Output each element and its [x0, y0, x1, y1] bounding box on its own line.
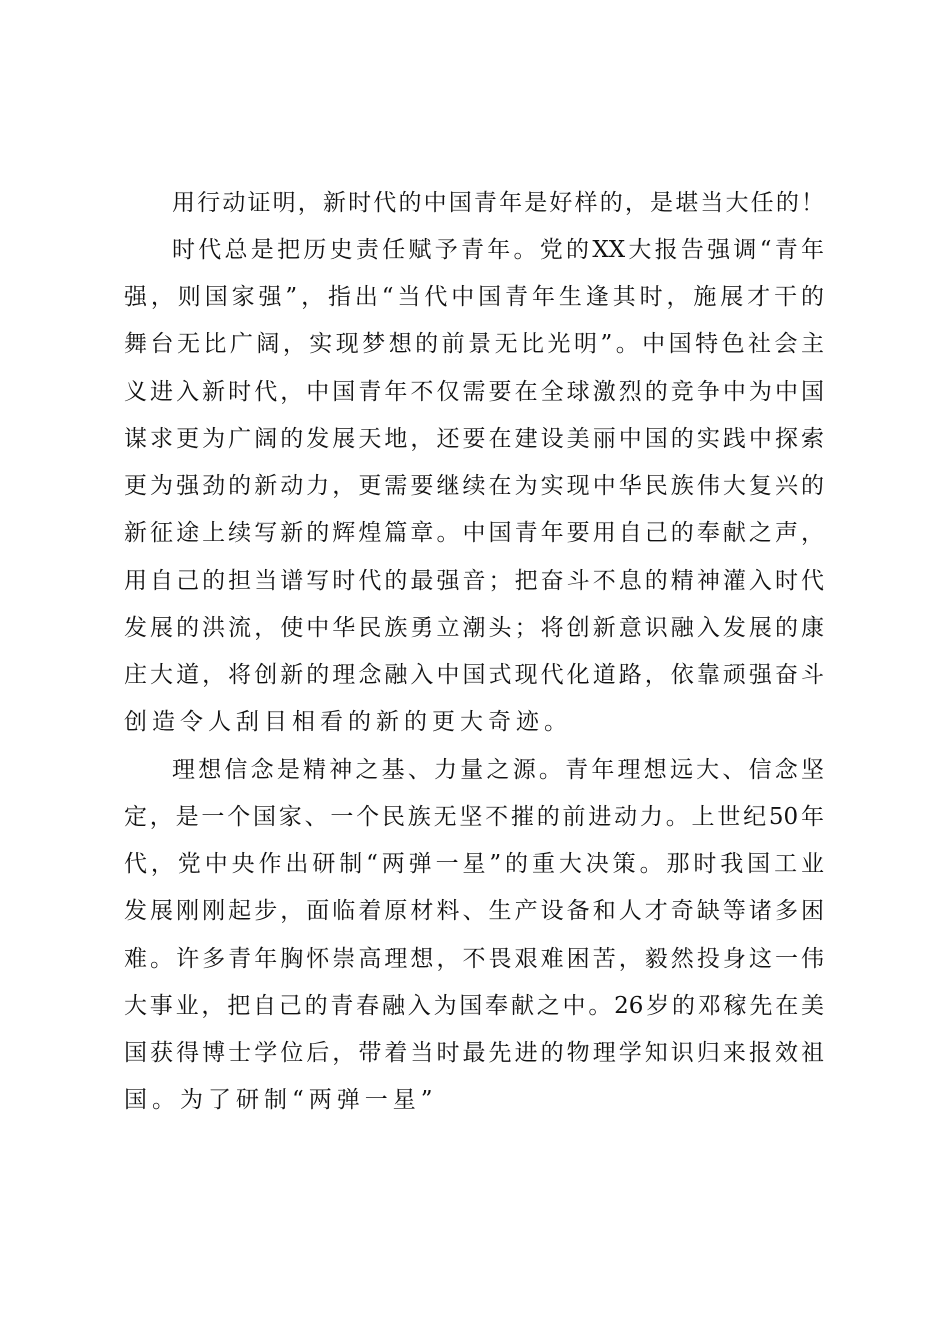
paragraph-line: 强，则国家强”，指出“当代中国青年生逢其时，施展才干的 [124, 284, 824, 310]
paragraph-line: 庄大道，将创新的理念融入中国式现代化道路，依靠顽强奋斗 [124, 662, 824, 688]
paragraph-line: 义进入新时代，中国青年不仅需要在全球激烈的竞争中为中国 [124, 379, 824, 405]
paragraph-line: 舞台无比广阔，实现梦想的前景无比光明”。中国特色社会主 [124, 331, 824, 357]
paragraph-line: 新征途上续写新的辉煌篇章。中国青年要用自己的奉献之声， [124, 520, 824, 546]
paragraph-line: 理想信念是精神之基、力量之源。青年理想远大、信念坚 [172, 757, 824, 783]
paragraph-line: 谋求更为广阔的发展天地，还要在建设美丽中国的实践中探索 [124, 426, 824, 452]
paragraph-line: 国获得博士学位后，带着当时最先进的物理学知识归来报效祖 [124, 1040, 824, 1066]
paragraph-line: 用自己的担当谱写时代的最强音；把奋斗不息的精神灌入时代 [124, 568, 824, 594]
paragraph-line: 代，党中央作出研制“两弹一星”的重大决策。那时我国工业 [124, 851, 824, 877]
paragraph-line: 创造令人刮目相看的新的更大奇迹。 [124, 709, 572, 735]
paragraph-line: 时代总是把历史责任赋予青年。党的XX大报告强调“青年 [172, 237, 824, 263]
paragraph-line: 定，是一个国家、一个民族无坚不摧的前进动力。上世纪50年 [124, 804, 824, 830]
paragraph-line: 国。为了研制“两弹一星” [124, 1087, 438, 1113]
paragraph-line: 大事业，把自己的青春融入为国奉献之中。26岁的邓稼先在美 [124, 993, 824, 1019]
paragraph-line: 更为强劲的新动力，更需要继续在为实现中华民族伟大复兴的 [124, 473, 824, 499]
paragraph-line: 发展刚刚起步，面临着原材料、生产设备和人才奇缺等诸多困 [124, 898, 824, 924]
paragraph-line: 难。许多青年胸怀崇高理想，不畏艰难困苦，毅然投身这一伟 [124, 946, 824, 972]
paragraph-line: 用行动证明，新时代的中国青年是好样的，是堪当大任的！ [172, 190, 824, 216]
paragraph-line: 发展的洪流，使中华民族勇立潮头；将创新意识融入发展的康 [124, 615, 824, 641]
